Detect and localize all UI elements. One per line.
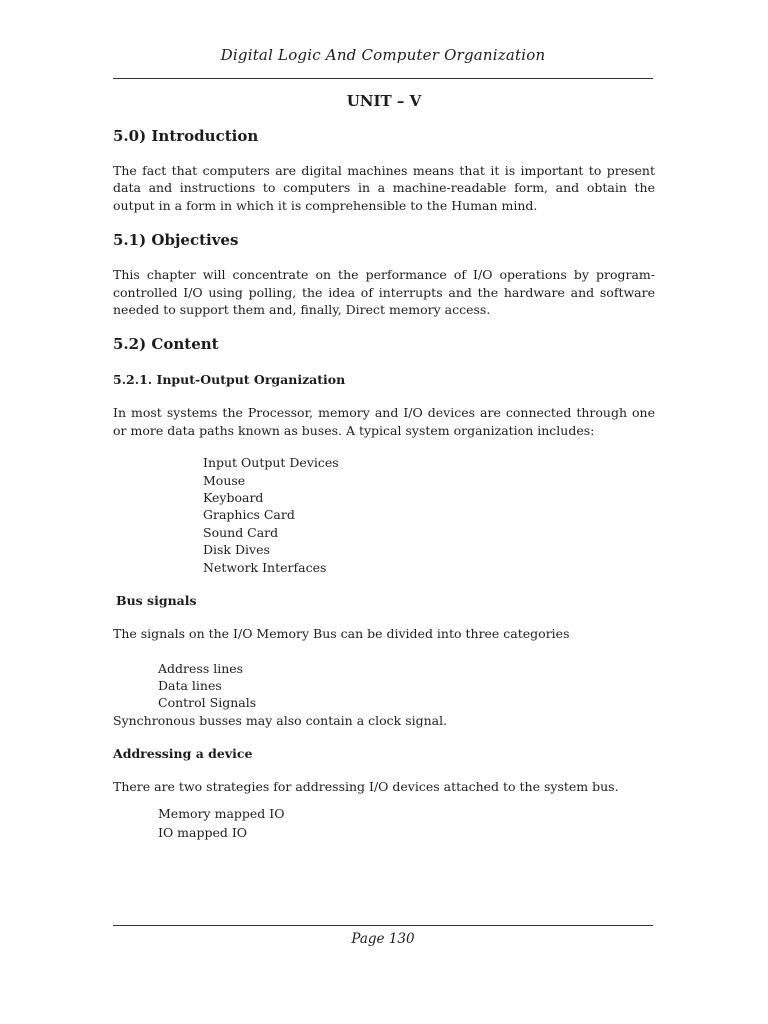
objectives-heading: 5.1) Objectives: [113, 231, 239, 250]
list-item: Address lines: [158, 660, 244, 676]
list-item: IO mapped IO: [158, 824, 248, 840]
page-body: [113, 88, 655, 842]
io-organization-subheading: 5.2.1. Input-Output Organization: [113, 372, 346, 388]
list-item: Mouse: [203, 472, 246, 488]
list-item: Keyboard: [203, 490, 264, 506]
header-rule: [113, 78, 653, 79]
list-item: Network Interfaces: [203, 559, 327, 575]
io-organization-paragraph: In most systems the Processor, memory and I/O devices are connected through one or more data paths known as buses. A typical system organization includes:: [113, 405, 655, 438]
bus-signal-list: [113, 660, 655, 712]
unit-title: UNIT – V: [346, 92, 422, 110]
list-item: Data lines: [158, 677, 222, 693]
list-item: Disk Dives: [203, 542, 270, 558]
bus-signals-paragraph: The signals on the I/O Memory Bus can be divided into three categories: [113, 626, 570, 642]
introduction-paragraph: The fact that computers are digital machines means that it is important to present data and instructions to computers in a machine-readable form, and obtain the output in a form in which it is comprehensible to the Human mind.: [113, 163, 655, 213]
device-list: [113, 454, 655, 576]
bus-signals-note: Synchronous busses may also contain a clock signal.: [113, 712, 448, 728]
objectives-paragraph: This chapter will concentrate on the performance of I/O operations by program-controlled I/O using polling, the idea of interrupts and the hardware and software needed to support them and, finally, Direct memory access.: [113, 267, 655, 318]
introduction-heading: 5.0) Introduction: [113, 127, 259, 145]
bus-signals-heading: Bus signals: [116, 593, 197, 609]
content-heading: 5.2) Content: [113, 335, 219, 354]
list-item: Sound Card: [203, 524, 279, 540]
page-number: Page 130: [351, 931, 415, 947]
footer-rule: [113, 925, 653, 926]
addressing-paragraph: There are two strategies for addressing I/O devices attached to the system bus.: [113, 779, 619, 795]
list-item: Graphics Card: [203, 507, 295, 523]
running-header: Digital Logic And Computer Organization: [220, 46, 546, 64]
list-item: Memory mapped IO: [158, 805, 285, 821]
addressing-heading: Addressing a device: [113, 746, 253, 762]
list-item: Input Output Devices: [203, 455, 339, 471]
list-item: Control Signals: [158, 695, 257, 711]
addressing-list: [113, 804, 655, 842]
